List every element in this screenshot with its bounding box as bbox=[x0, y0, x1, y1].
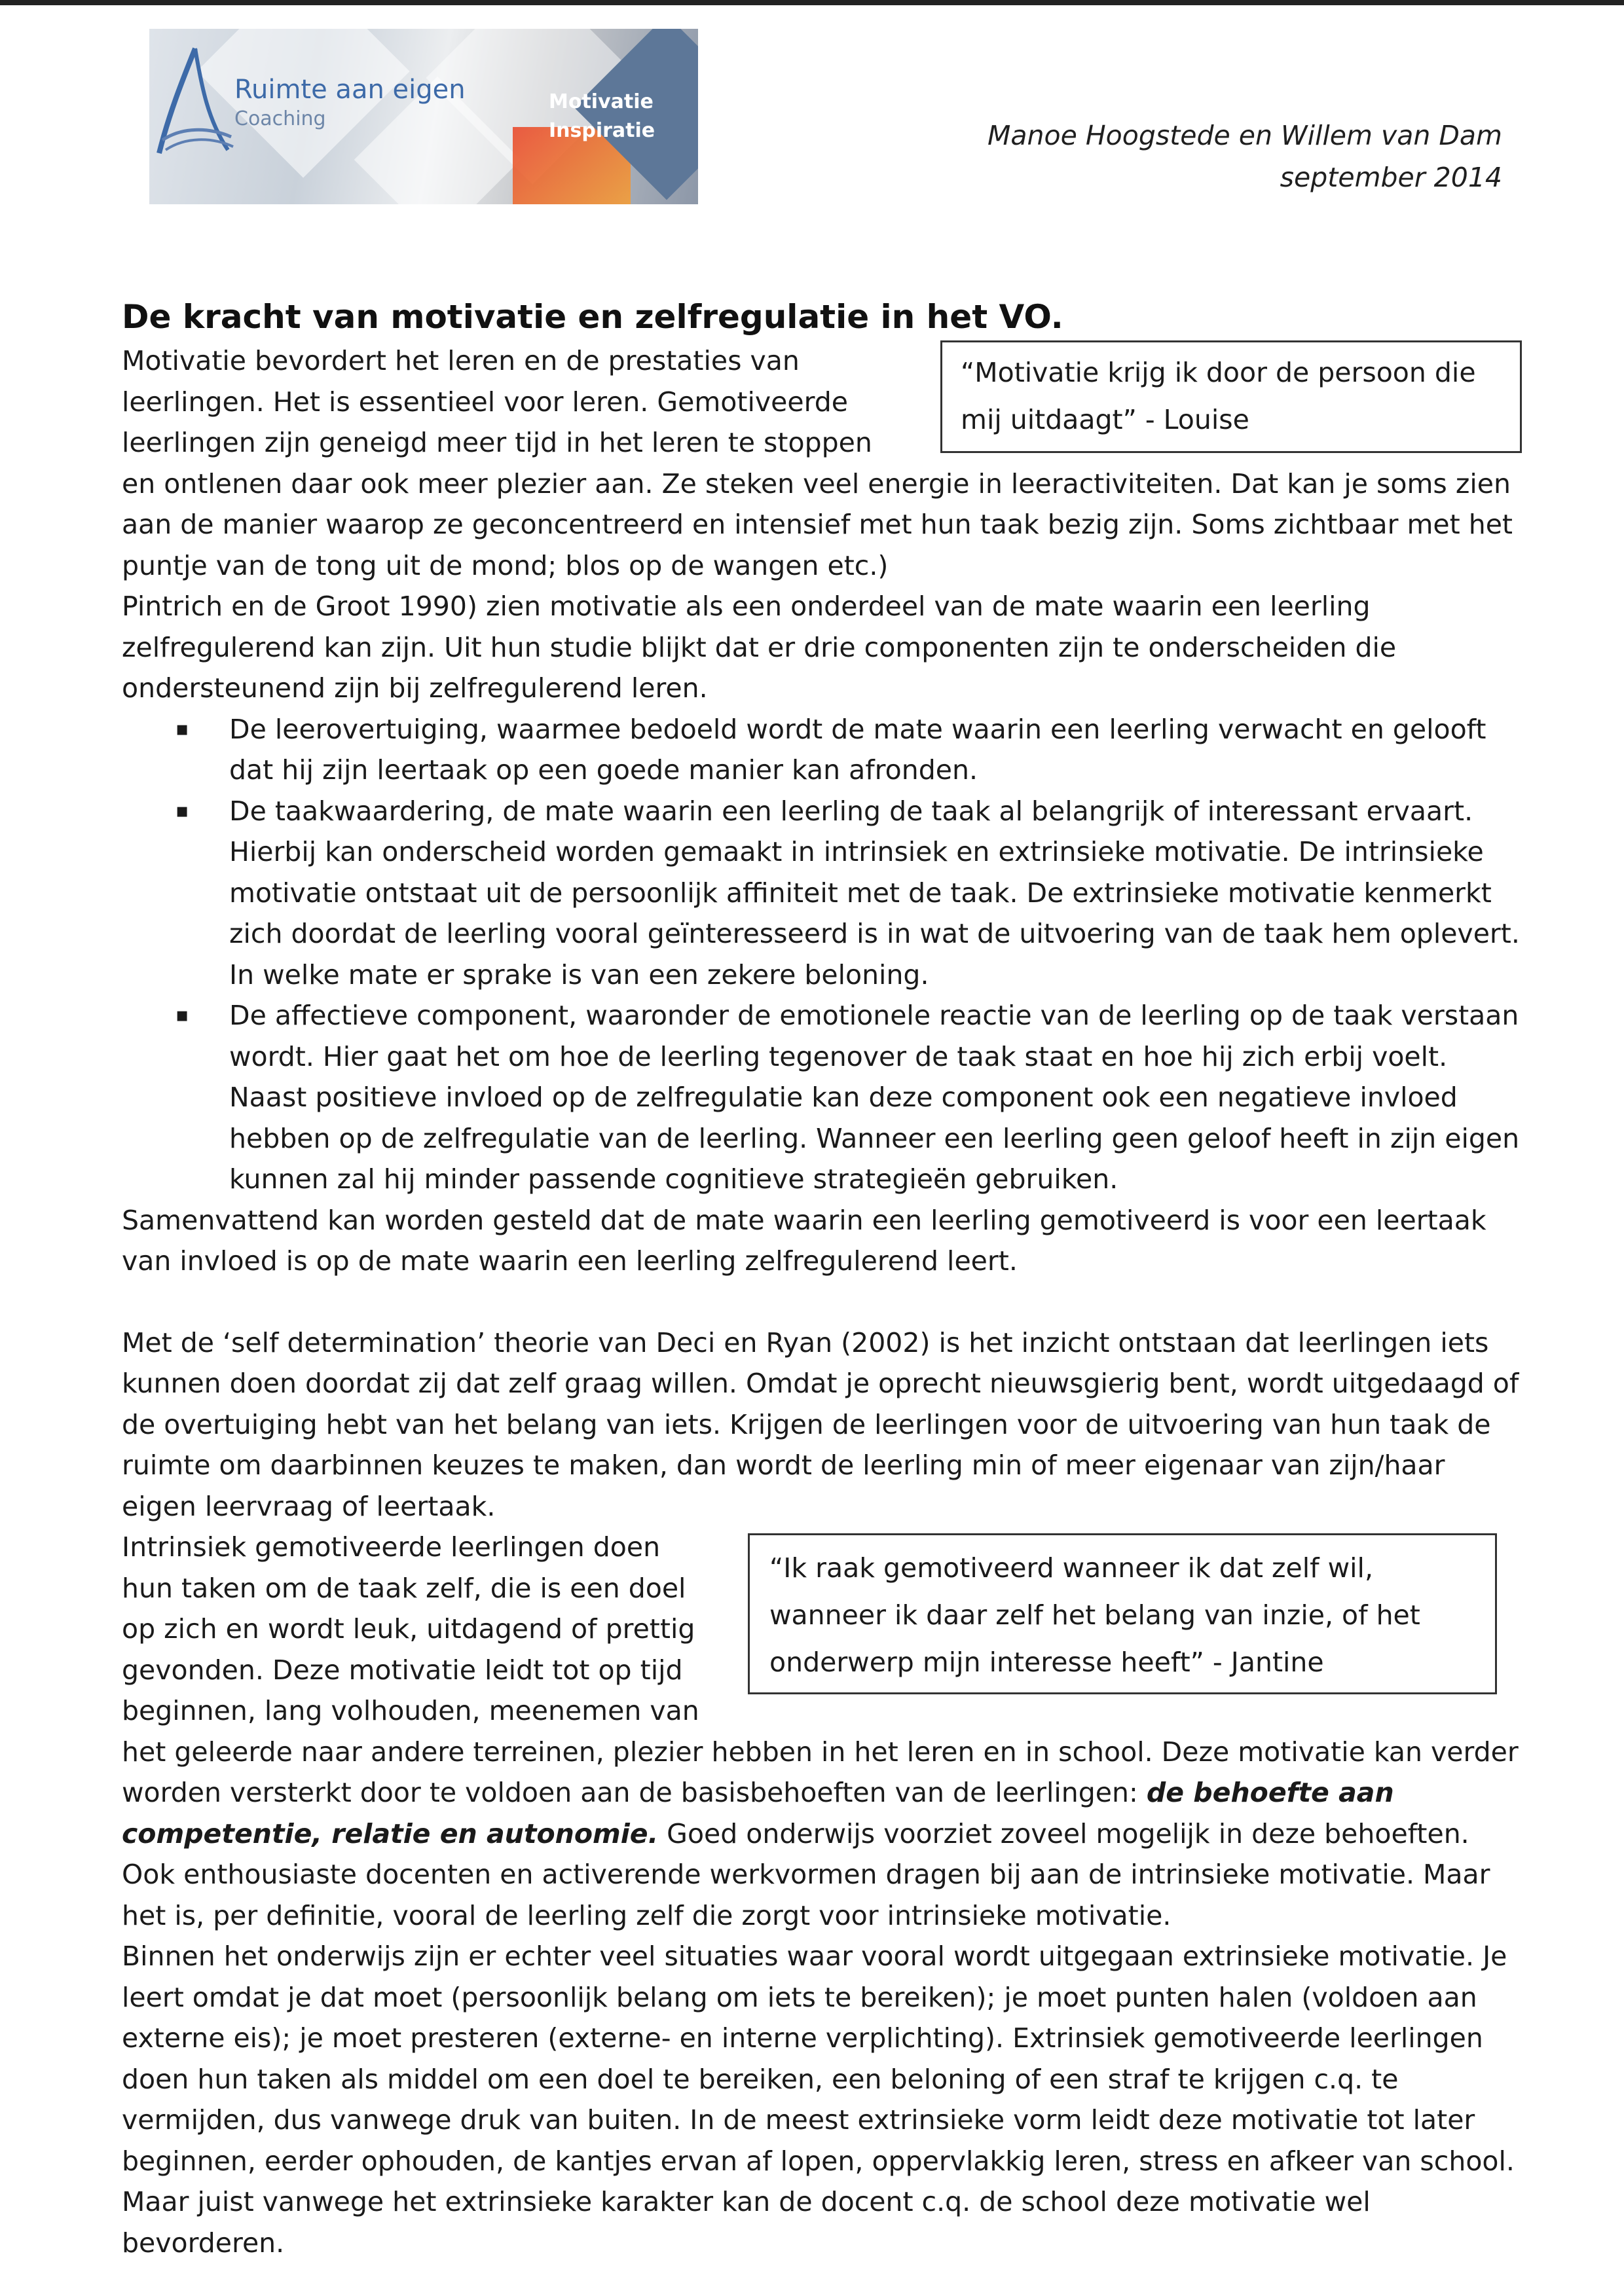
list-item: ▪ De leerovertuiging, waarmee bedoeld wordt de mate waarin een leerling verwacht en gelooft dat hij zijn leertaak op een goede manier kan afronden. bbox=[229, 709, 1523, 791]
intrinsic-text-start: Intrinsiek gemotiveerde leerlingen doen hun taken om de taak zelf, die is een doel op zich en wordt leuk, uitdagend of prettig gevonden. Deze motivatie leidt tot op tijd beginnen, lang volhouden, meenemen van het geleerde naar andere terreinen, plezier hebben in het leren en in school. Deze motivatie kan verder worden versterkt door te voldoen aan de basisbehoeften van de leerlingen: bbox=[122, 1531, 1519, 1808]
quote-box-louise: “Motivatie krijg ik door de persoon die mij uitdaagt” - Louise bbox=[940, 340, 1522, 453]
header-banner bbox=[149, 29, 698, 204]
document-body bbox=[122, 293, 1523, 2263]
logo-icon bbox=[156, 42, 234, 173]
authors-block bbox=[987, 115, 1502, 198]
paragraph-intro: Motivatie bevordert het leren en de prestaties van leerlingen. Het is essentieel voor leren. Gemotiveerde leerlingen zijn geneigd meer tijd in het leren te stoppen en ontlenen daar ook meer plezier aan. Ze steken veel energie in leeractiviteiten. Dat kan je soms zien aan de manier waarop ze geconcentreerd en intensief met hun taak bezig zijn. Soms zichtbaar met het puntje van de tong uit de mond; blos op de wangen etc.) bbox=[122, 345, 1513, 581]
paragraph-pintrich: Pintrich en de Groot 1990) zien motivatie als een onderdeel van de mate waarin een leerling zelfregulerend kan zijn. Uit hun studie blijkt dat er drie componenten zijn te onderscheiden die ondersteunend zijn bij zelfregulerend leren. bbox=[122, 591, 1397, 704]
page-top-border bbox=[0, 0, 1624, 5]
banner-subtitle: Coaching bbox=[234, 107, 326, 130]
date: september 2014 bbox=[1280, 162, 1502, 193]
paragraph-self-determination: Met de ‘self determination’ theorie van Deci en Ryan (2002) is het inzicht ontstaan dat leerlingen iets kunnen doen doordat zij dat zelf graag willen. Omdat je oprecht nieuwsgierig bent, wordt uitgedaagd of de overtuiging hebt van het belang van iets. Krijgen de leerlingen voor de uitvoering van hun taak de ruimte om daarbinnen keuzes te maken, dan wordt de leerling min of meer eigenaar van zijn/haar eigen leervraag of leertaak. bbox=[122, 1326, 1519, 1522]
component-list bbox=[122, 709, 1523, 1200]
intrinsic-text-end: Goed onderwijs voorziet zoveel mogelijk in deze behoeften. Ook enthousiaste docenten en activerende werkvormen dragen bij aan de intrinsieke motivatie. Maar het is, per definitie, vooral de leerling zelf die zorgt voor intrinsieke motivatie. bbox=[122, 1817, 1490, 1931]
list-item: ▪ De taakwaardering, de mate waarin een leerling de taak al belangrijk of interessant ervaart. Hierbij kan onderscheid worden gemaakt in intrinsiek en extrinsieke motivatie. De intrinsieke motivatie ontstaat uit de persoonlijk affiniteit met de taak. De extrinsieke motivatie kenmerkt zich doordat de leerling vooral geïnteresseerd is in wat de uitvoering van de taak hem oplevert. In welke mate er sprake is van een zekere beloning. bbox=[229, 791, 1523, 996]
paragraph-summary: Samenvattend kan worden gesteld dat de mate waarin een leerling gemotiveerd is voor een leertaak van invloed is op de mate waarin een leerling zelfregulerend leert. bbox=[122, 1204, 1486, 1277]
basic-needs-emphasis: de behoefte aan competentie, relatie en autonomie. bbox=[122, 1777, 1394, 1850]
paragraph-spacer bbox=[122, 1282, 1523, 1322]
authors: Manoe Hoogstede en Willem van Dam bbox=[987, 120, 1502, 151]
quote-box-jantine: “Ik raak gemotiveerd wanneer ik dat zelf wil, wanneer ik daar zelf het belang van inzie, of het onderwerp mijn interesse heeft” - Jantine bbox=[748, 1533, 1497, 1694]
list-item: ▪ De affectieve component, waaronder de emotionele reactie van de leerling op de taak verstaan wordt. Hier gaat het om hoe de leerling tegenover de taak staat en hoe hij zich erbij voelt. Naast positieve invloed op de zelfregulatie kan deze component ook een negatieve invloed hebben op de zelfregulatie van de leerling. Wanneer een leerling geen geloof heeft in zijn eigen kunnen zal hij minder passende cognitieve strategieën gebruiken. bbox=[229, 995, 1523, 1200]
banner-right-text: Motivatie Inspiratie bbox=[549, 90, 655, 142]
banner-title: Ruimte aan eigen bbox=[234, 75, 466, 105]
document-title: De kracht van motivatie en zelfregulatie in het VO. bbox=[122, 298, 1063, 336]
paragraph-extrinsic: Binnen het onderwijs zijn er echter veel situaties waar vooral wordt uitgegaan extrinsieke motivatie. Je leert omdat je dat moet (persoonlijk belang om iets te bereiken); je moet punten halen (voldoen aan externe eis); je moet presteren (externe- en interne verplichting). Extrinsiek gemotiveerde leerlingen doen hun taken als middel om een doel te bereiken, een beloning of een straf te krijgen c.q. te vermijden, dus vanwege druk van buiten. In de meest extrinsieke vorm leidt deze motivatie tot later beginnen, eerder ophouden, de kantjes ervan af lopen, oppervlakkig leren, stress en afkeer van school. Maar juist vanwege het extrinsieke karakter kan de docent c.q. de school deze motivatie wel bevorderen. bbox=[122, 1941, 1515, 2259]
